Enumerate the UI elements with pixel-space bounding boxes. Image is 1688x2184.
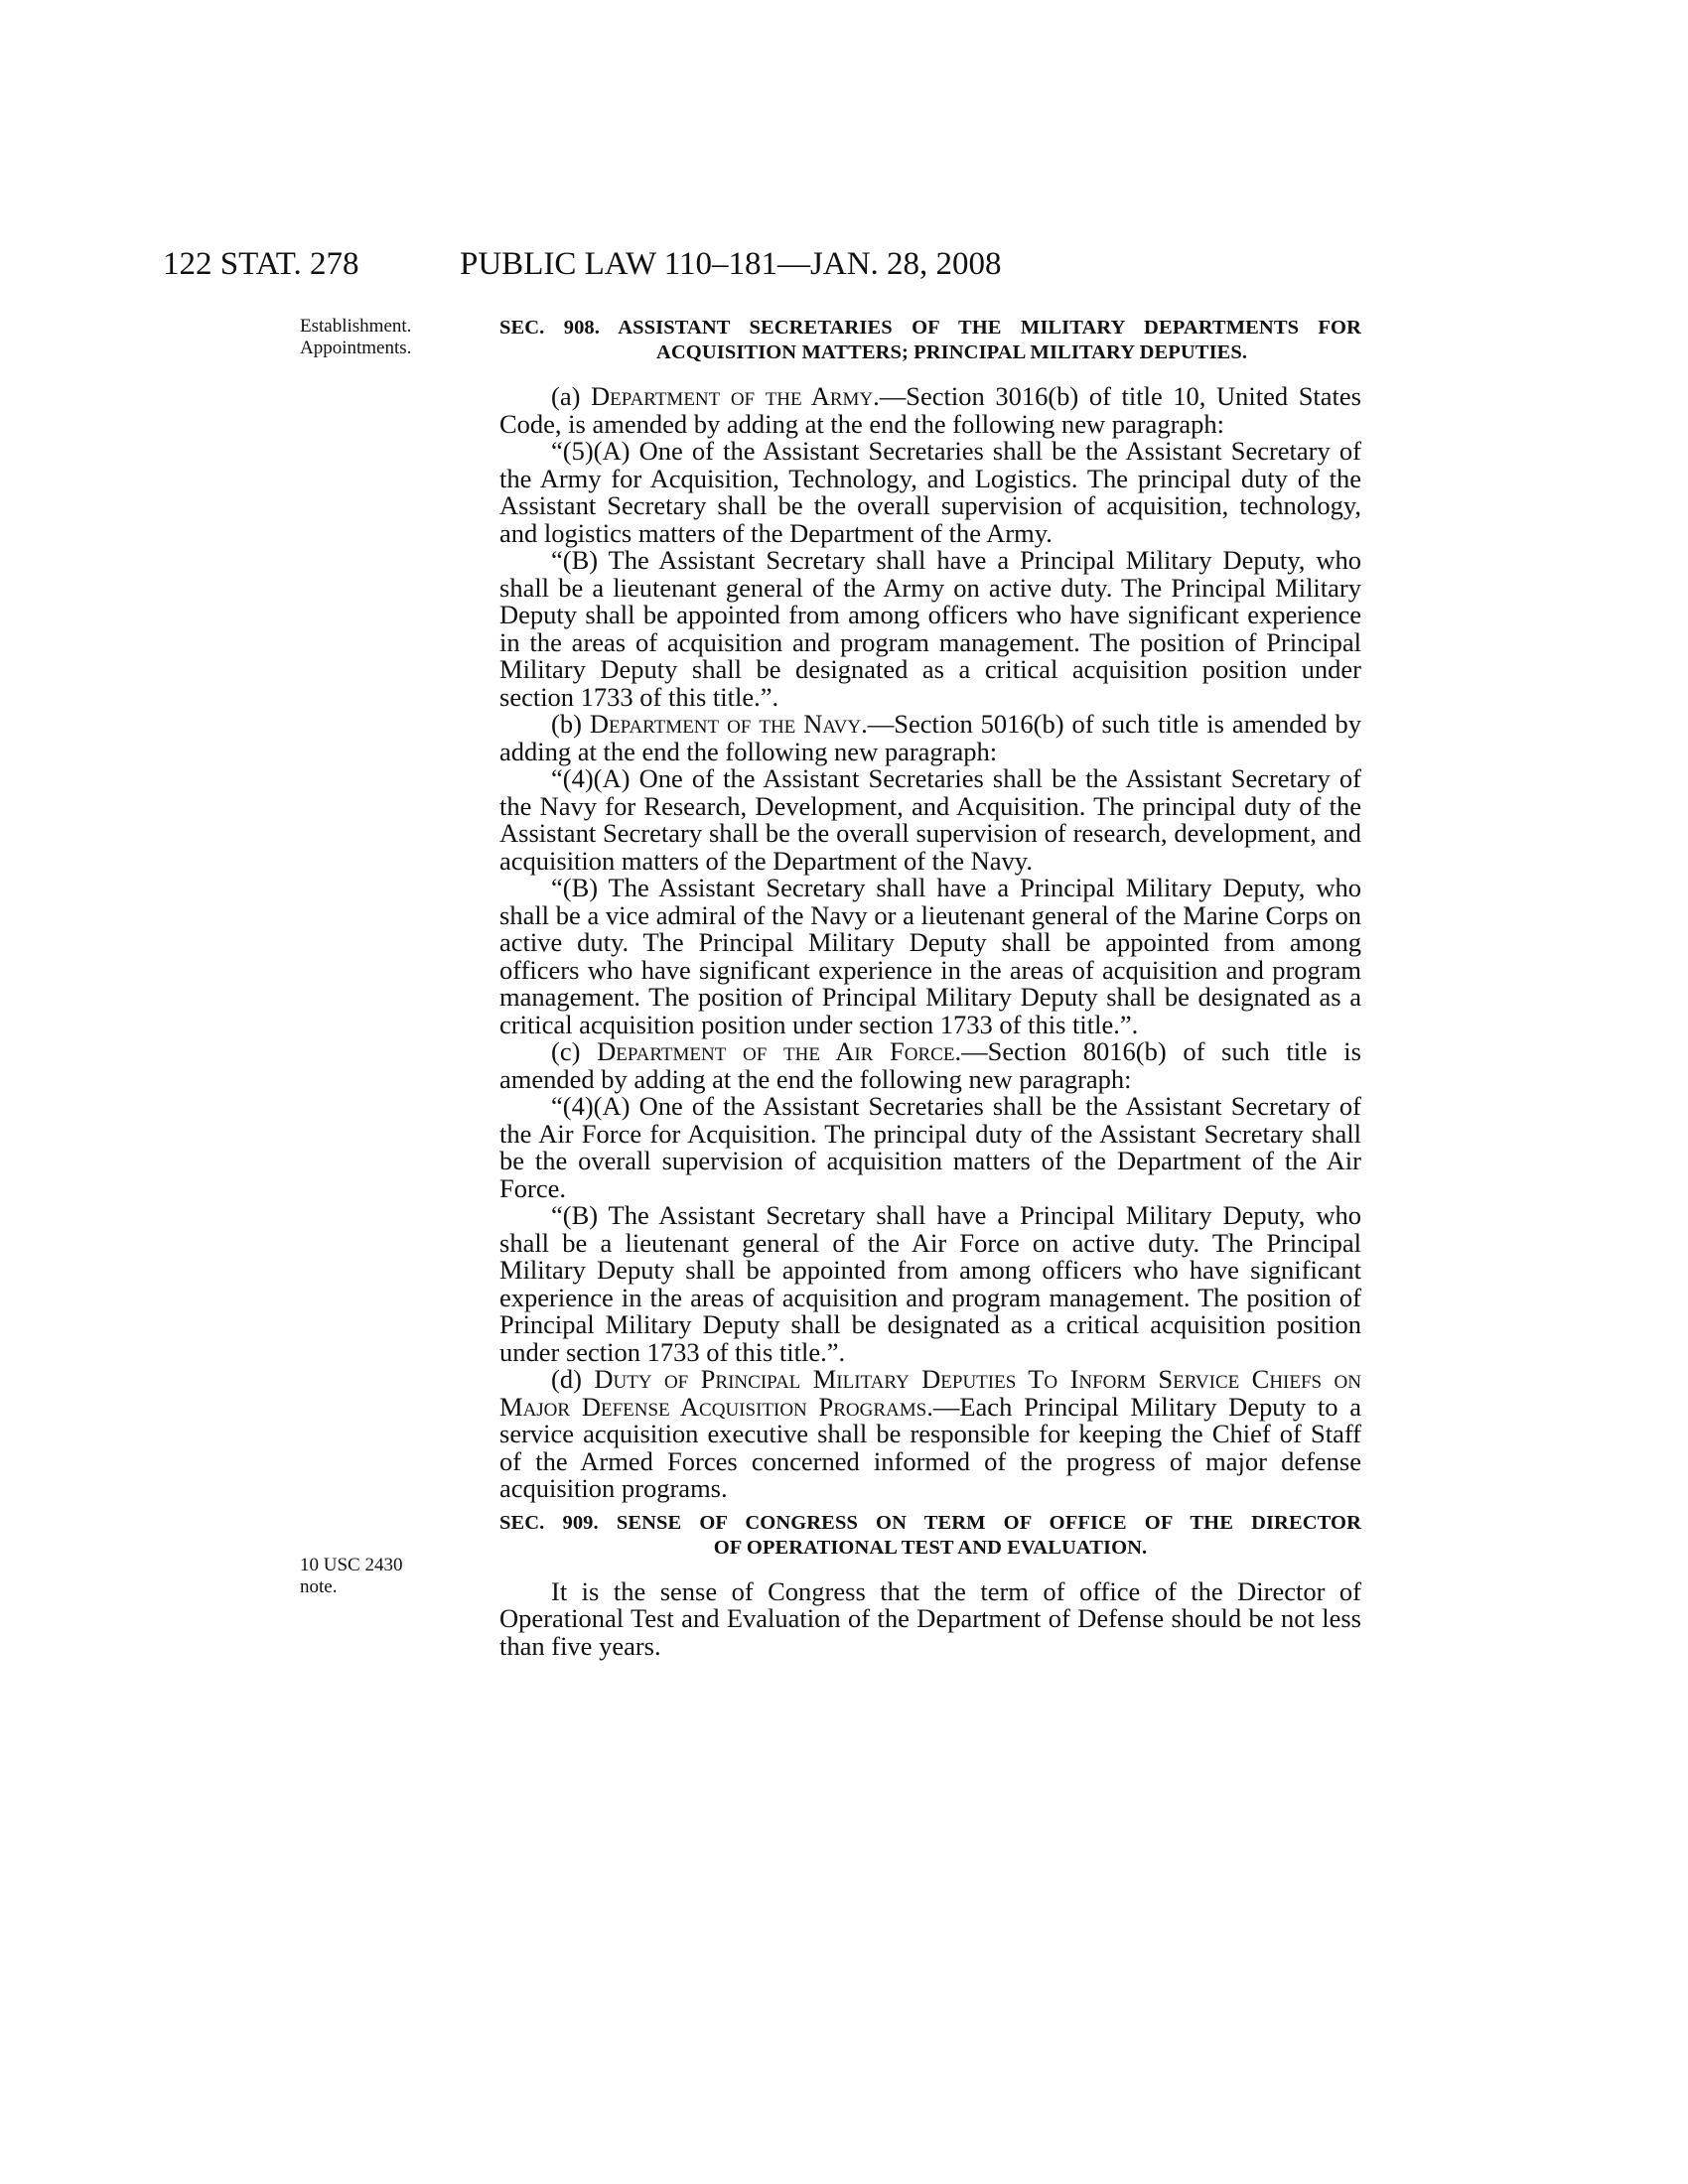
section-909-heading-line: OF OPERATIONAL TEST AND EVALUATION.	[713, 1536, 1148, 1559]
margin-note-establishment	[300, 316, 459, 359]
subsection-caption: Department of the Navy	[589, 709, 862, 739]
section-909-heading-line: SEC. 909. SENSE OF CONGRESS ON TERM OF OFFICE OF THE DIRECTOR	[499, 1511, 1361, 1534]
main-text-column	[499, 316, 1361, 1660]
paragraph-4a-air-force: “(4)(A) One of the Assistant Secretaries shall be the Assistant Secretary of the Air Force for Acquisition. The principal duty of the Assistant Secretary shall be the overall supervision of acquisition matters of the Department of the Air Force.	[499, 1091, 1361, 1203]
statute-page-number: 122 STAT. 278	[163, 246, 359, 282]
section-909-text: It is the sense of Congress that the term of office of the Director of Operational Test and Evaluation of the Department of Defense should be not less than five years.	[499, 1575, 1361, 1661]
page-header	[163, 244, 1217, 284]
section-909-heading	[499, 1511, 1361, 1561]
paragraph-5a: “(5)(A) One of the Assistant Secretaries shall be the Assistant Secretary of the Army for Acquisition, Technology, and Logistics. The principal duty of the Assistant Secretary shall be the overall supervision of acquisition, technology, and logistics matters of the Department of the Army.	[499, 436, 1361, 548]
subsection-d: (d) Duty of Principal Military Deputies To Inform Service Chiefs on Major Defense Acquisition Programs.—Each Principal Military Deputy to a service acquisition executive shall be responsible for keeping the Chief of Staff of the Armed Forces concerned informed of the progress of major defense acquisition programs.	[499, 1364, 1361, 1503]
margin-note-line: note.	[300, 1576, 338, 1597]
margin-note-line: Establishment.	[300, 316, 412, 337]
subsection-c: (c) Department of the Air Force.—Section 8016(b) of such title is amended by adding at the end the following new paragraph:	[499, 1036, 1361, 1094]
subsection-caption: Department of the Air Force	[597, 1036, 955, 1066]
subsection-a: (a) Department of the Army.—Section 3016(b) of title 10, United States Code, is amended by adding at the end the following new paragraph:	[499, 381, 1361, 439]
margin-note-line: 10 USC 2430	[300, 1555, 403, 1575]
section-908-heading: SEC. 908. ASSISTANT SECRETARIES OF THE MILITARY DEPARTMENTS FOR ACQUISITION MATTERS; PRINCIPAL MILITARY DEPUTIES.	[499, 317, 1361, 363]
subsection-caption: Department of the Army	[591, 381, 874, 411]
margin-note-line: Appointments.	[300, 338, 412, 358]
public-law-title: PUBLIC LAW 110–181—JAN. 28, 2008	[460, 246, 1002, 282]
subsection-caption: Duty of Principal Military Deputies To Inform Service Chiefs on Major Defense Acquisition Programs	[499, 1364, 1361, 1422]
margin-note-usc	[300, 1555, 459, 1598]
paragraph-b-army: “(B) The Assistant Secretary shall have a Principal Military Deputy, who shall be a lieutenant general of the Army on active duty. The Principal Military Deputy shall be appointed from among officers who have significant experience in the areas of acquisition and program management. The position of Principal Military Deputy shall be designated as a critical acquisition position under section 1733 of this title.”.	[499, 545, 1361, 712]
paragraph-b-air-force: “(B) The Assistant Secretary shall have a Principal Military Deputy, who shall be a lieutenant general of the Air Force on active duty. The Principal Military Deputy shall be appointed from among officers who have significant experience in the areas of acquisition and program management. The position of Principal Military Deputy shall be designated as a critical acquisition position under section 1733 of this title.”.	[499, 1200, 1361, 1367]
subsection-b: (b) Department of the Navy.—Section 5016(b) of such title is amended by adding at the end the following new paragraph:	[499, 709, 1362, 766]
paragraph-b-navy: “(B) The Assistant Secretary shall have a Principal Military Deputy, who shall be a vice admiral of the Navy or a lieutenant general of the Marine Corps on active duty. The Principal Military Deputy shall be appointed from among officers who have significant experience in the areas of acquisition and program management. The position of Principal Military Deputy shall be designated as a critical acquisition position under section 1733 of this title.”.	[499, 873, 1361, 1039]
paragraph-4a-navy: “(4)(A) One of the Assistant Secretaries shall be the Assistant Secretary of the Navy for Research, Development, and Acquisition. The principal duty of the Assistant Secretary shall be the overall supervision of research, development, and acquisition matters of the Department of the Navy.	[499, 763, 1361, 876]
